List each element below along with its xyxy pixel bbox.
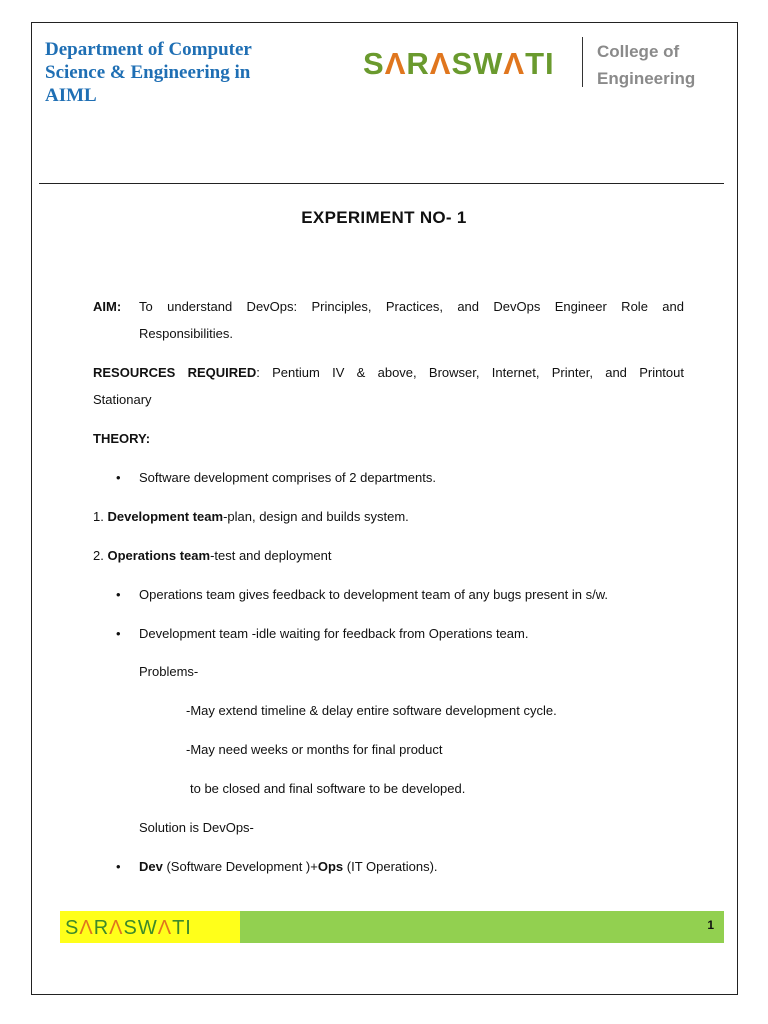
theory-bullet-3: Development team -idle waiting for feedback from Operations team. <box>139 626 529 641</box>
bullet-icon: • <box>116 626 121 641</box>
problems-label: Problems- <box>139 664 199 679</box>
aim-text: To understand DevOps: Principles, Practices, and DevOps Engineer Role and <box>139 299 684 314</box>
theory-bullet-1: Software development comprises of 2 departments. <box>139 470 436 485</box>
aim-label: AIM: <box>93 299 122 314</box>
theory-item-2: 2. Operations team-test and deployment <box>93 548 332 563</box>
experiment-title: EXPERIMENT NO- 1 <box>301 208 467 227</box>
theory-bullet-4: Dev (Software Development )+Ops (IT Operations). <box>139 859 438 874</box>
theory-item-1: 1. Development team-plan, design and builds system. <box>93 509 409 524</box>
footer-logo: SΛRΛSWΛTI <box>65 917 192 939</box>
resources-line-cont: Stationary <box>93 392 152 407</box>
logo-divider <box>582 37 583 87</box>
college-logo: SΛRΛSWΛTI <box>363 46 555 81</box>
header-rule <box>39 183 724 184</box>
aim-text-cont: Responsibilities. <box>139 326 233 341</box>
problem-2: -May need weeks or months for final product <box>186 742 443 757</box>
problem-3: to be closed and final software to be developed. <box>190 781 466 796</box>
page-footer <box>60 911 724 943</box>
bullet-icon: • <box>116 470 121 485</box>
theory-bullet-2: Operations team gives feedback to development team of any bugs present in s/w. <box>139 587 608 602</box>
logo-college-text: College of Engineering <box>597 42 696 88</box>
page-number: 1 <box>707 918 714 932</box>
bullet-icon: • <box>116 859 121 874</box>
resources-line: RESOURCES REQUIRED: Pentium IV & above, Browser, Internet, Printer, and Printout <box>93 365 684 380</box>
theory-label: THEORY: <box>93 431 151 446</box>
solution-line: Solution is DevOps- <box>139 820 254 835</box>
footer-green-band <box>240 911 724 943</box>
problem-1: -May extend timeline & delay entire software development cycle. <box>186 703 557 718</box>
department-heading: Department of Computer Science & Engineering in AIML <box>45 39 252 106</box>
bullet-icon: • <box>116 587 121 602</box>
